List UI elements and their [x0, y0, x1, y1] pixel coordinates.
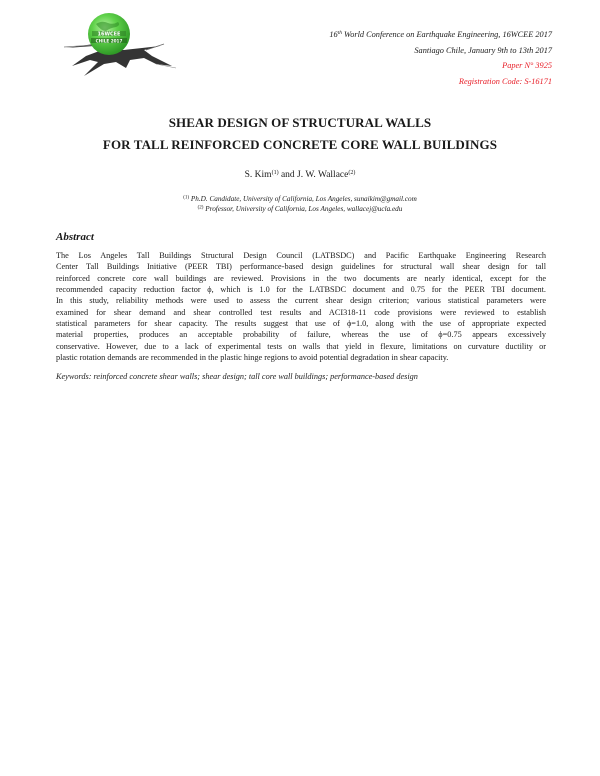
abstract-line: Center Tall Buildings Initiative (PEER TBI) performance-based design guidelines for structural wall shear design for tall	[56, 262, 546, 272]
logo-text-line2: CHILE 2017	[95, 38, 123, 44]
logo-text-line1: 16WCEE	[97, 31, 121, 38]
paper-title	[0, 112, 600, 156]
abstract-line: In this study, reliability methods were used to assess the current shear design criterion; various statistical parameters were	[56, 296, 546, 306]
conference-logo	[64, 4, 184, 84]
registration-code: Registration Code: S-16171	[458, 76, 552, 86]
conference-name: 16th World Conference on Earthquake Engineering, 16WCEE 2017	[329, 30, 552, 39]
abstract-line: conservative. However, due to a lack of experimental tests on walls that yield in flexure, limitations on curvature ductility or	[56, 341, 546, 351]
affiliation-1: $^{(1)}$ Ph.D. Candidate, University of California, Los Angeles, sunaikim@gmail.com	[183, 195, 417, 203]
author-list	[0, 169, 600, 181]
affiliation-2: $^{(2)}$ Professor, University of California, Los Angeles, wallacej@ucla.edu	[197, 204, 403, 213]
abstract-heading: Abstract	[56, 231, 94, 243]
title-line-2: FOR TALL REINFORCED CONCRETE CORE WALL BUILDINGS	[102, 137, 498, 152]
author-name: S. Kim	[244, 170, 272, 180]
conference-location-dates: Santiago Chile, January 9th to 13th 2017	[414, 45, 552, 55]
abstract-line: statistical parameters for shear capacity. The results suggest that use of ϕ=1.0, along with the use of appropriate expected	[56, 319, 546, 329]
abstract-line: material properties, produces an acceptable probability of failure, whereas the use of ϕ=0.75 appears excessively	[56, 330, 546, 340]
keywords: Keywords: reinforced concrete shear walls; shear design; tall core wall buildings; performance-based design	[56, 372, 418, 381]
paper-number: Paper N° 3925	[502, 61, 552, 71]
abstract-body	[56, 250, 546, 363]
title-line-1: SHEAR DESIGN OF STRUCTURAL WALLS	[168, 115, 432, 130]
abstract-line: examined for shear demand and shear controlled test results and ACI318-11 code provisions were reviewed to establish	[56, 307, 546, 317]
author-joiner: and	[278, 170, 298, 180]
abstract-line: The Los Angeles Tall Buildings Structural Design Council (LATBSDC) and Pacific Earthquake Engineering Research	[56, 251, 546, 260]
abstract-line: reinforced concrete core wall buildings are reviewed. Provisions in the two documents are nearly identical, except for the	[56, 273, 546, 283]
author-name: J. W. Wallace	[297, 170, 349, 180]
author-affiliation-marker: (2)	[348, 170, 356, 176]
abstract-line: plastic rotation demands are recommended in the plastic hinge regions to avoid potential degradation in shear capacity.	[56, 353, 449, 363]
abstract-line: recommended capacity reduction factor ϕ, which is 1.0 for the LATBSDC document and 0.75 for the PEER TBI document.	[56, 285, 546, 295]
conference-header	[329, 27, 552, 89]
earth-crack-globe-icon	[64, 4, 184, 84]
author-affiliation-marker: (1)	[271, 170, 279, 176]
affiliations	[0, 195, 600, 214]
